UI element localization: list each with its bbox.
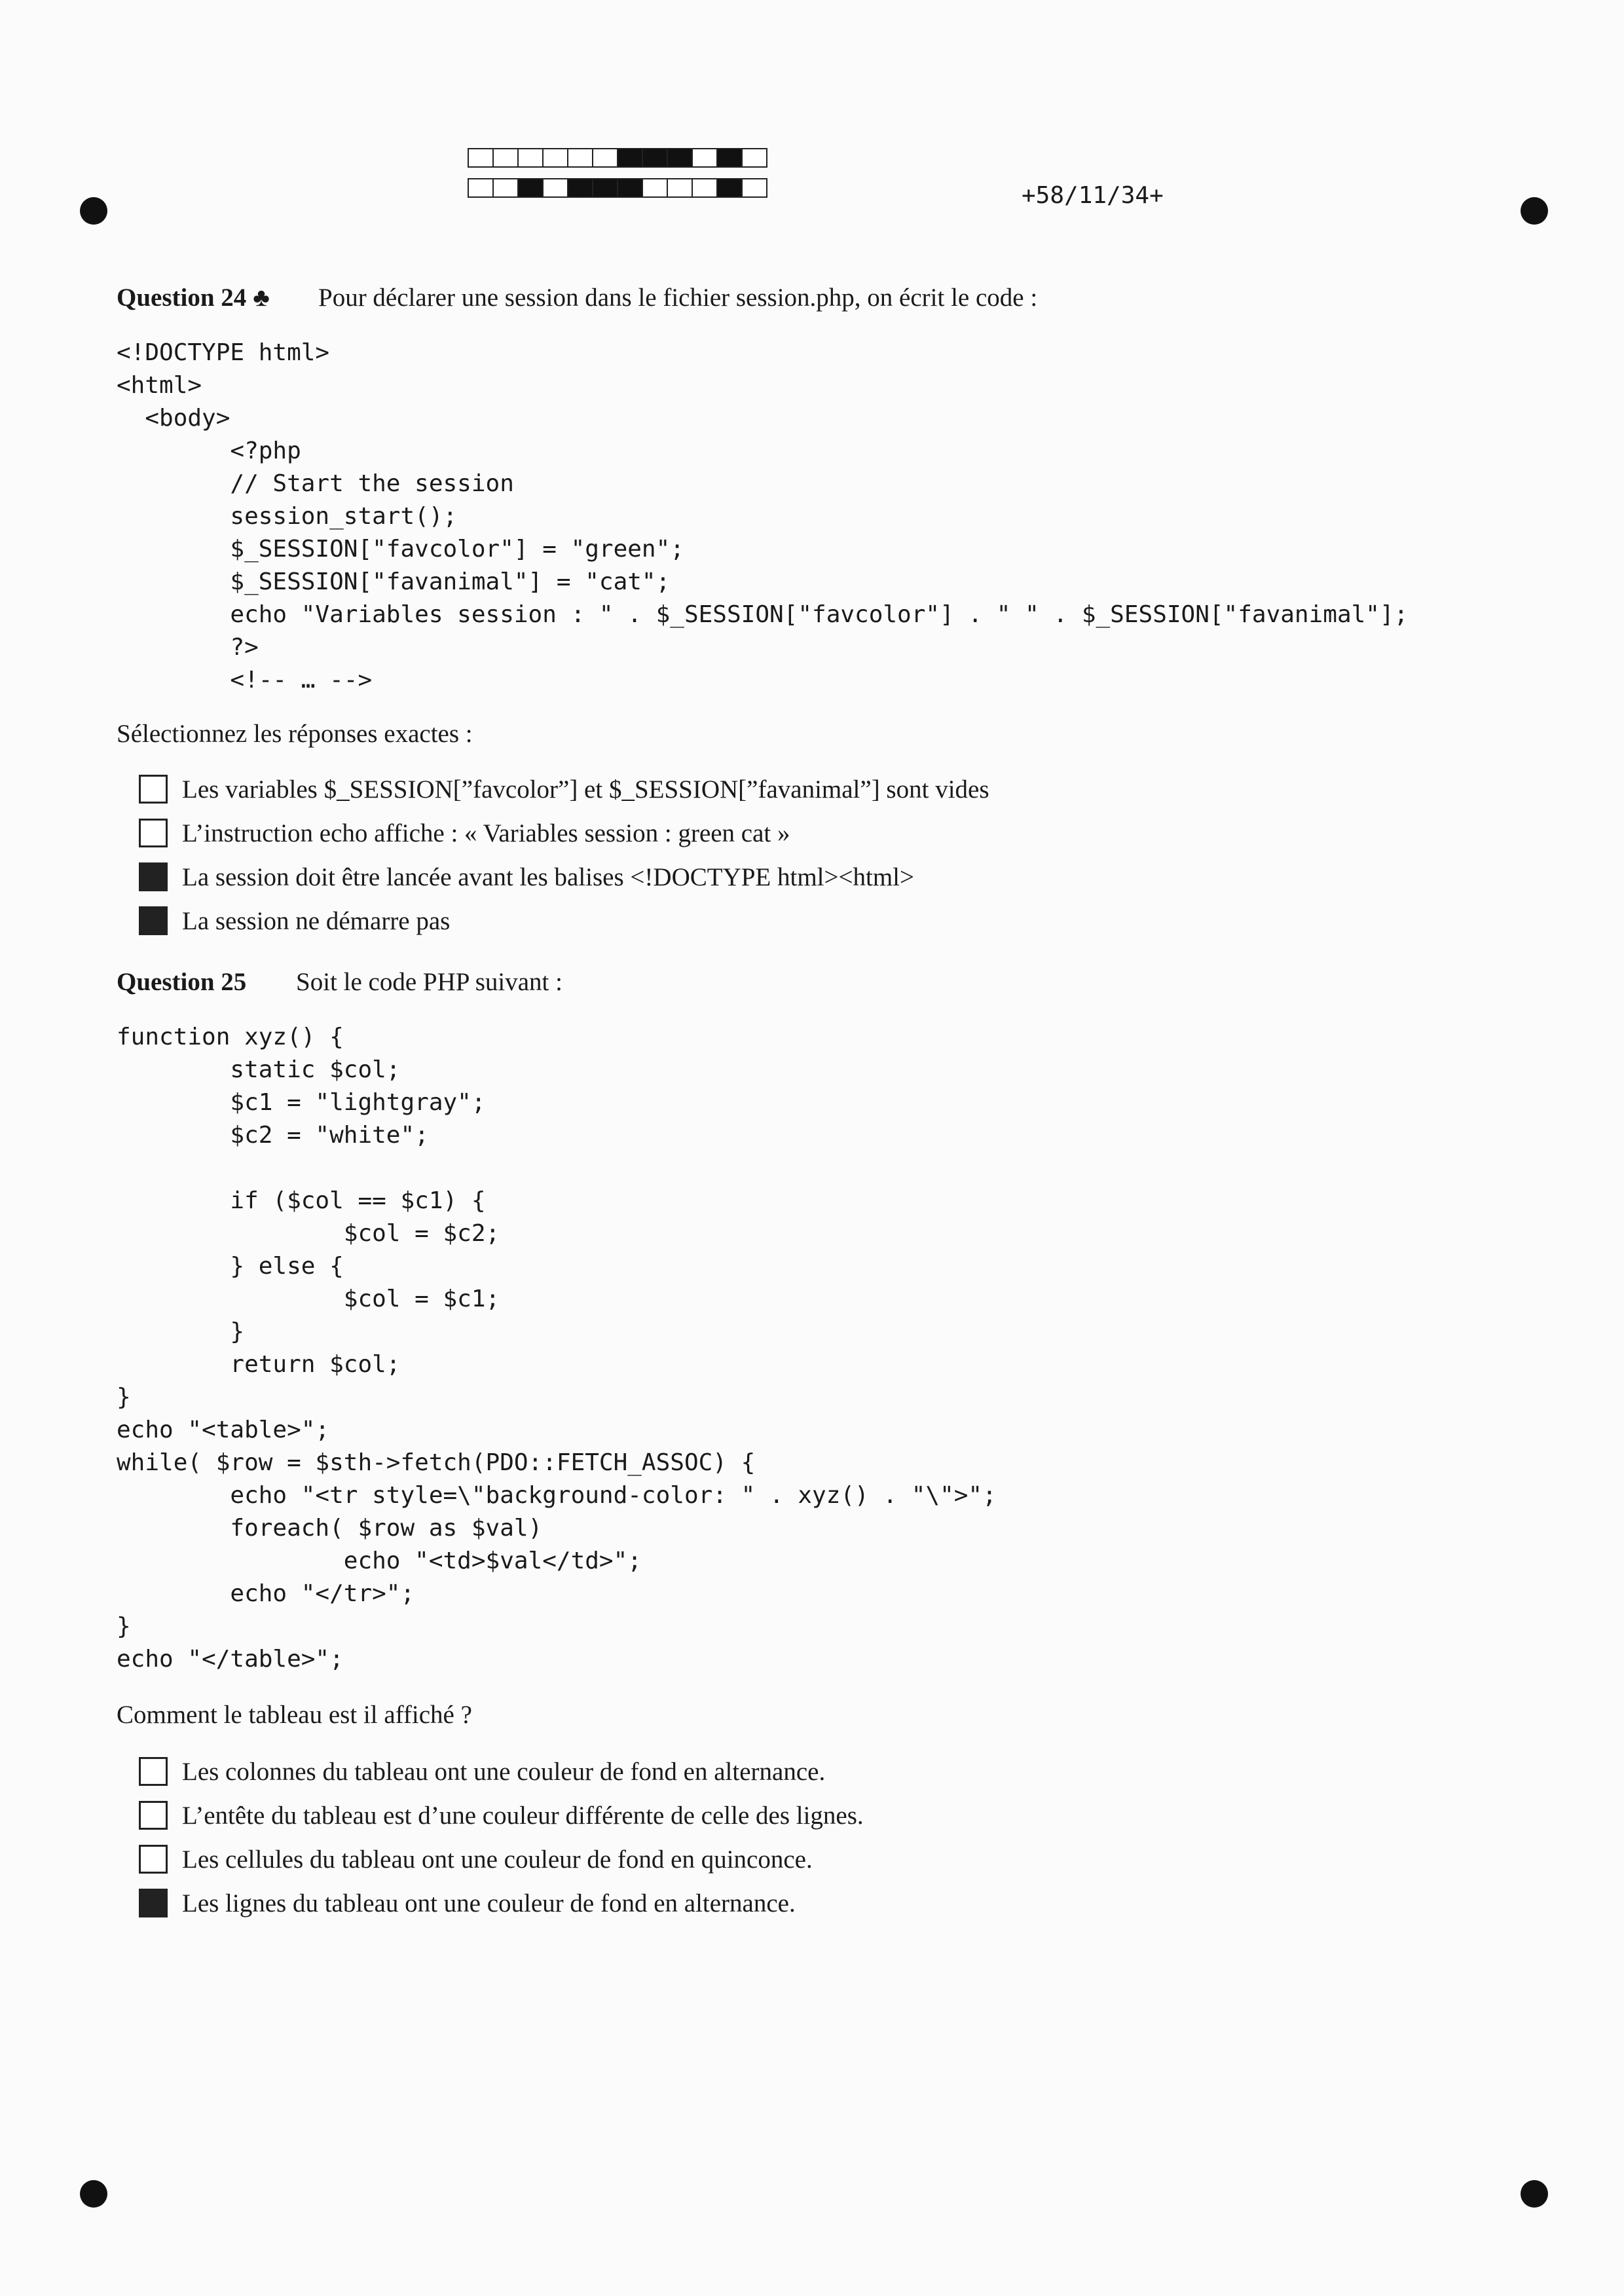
- q25-answer-3-checkbox[interactable]: [139, 1845, 168, 1874]
- q25-answer-1[interactable]: [139, 1755, 825, 1788]
- q25-answer-1-text: Les colonnes du tableau ont une couleur de fond en alternance.: [182, 1757, 826, 1786]
- club-icon: ♣: [253, 284, 270, 312]
- q25-answer-3-text: Les cellules du tableau ont une couleur de fond en quinconce.: [182, 1845, 813, 1874]
- question-24-code: <!DOCTYPE html> <html> <body> <?php // Start the session session_start(); $_SESSION["favcolor"] = "green"; $_SESSION["favanimal"] = "cat"; echo "Variables session : " . $_SESSION["favcolor"] . " " . $_SESSION["favanimal"]; ?> <!-- … -->: [117, 339, 1409, 694]
- barcode-cell: [642, 148, 668, 168]
- barcode-cell: [692, 148, 718, 168]
- q25-answer-4[interactable]: [139, 1887, 796, 1919]
- q24-answer-3-checkbox[interactable]: [139, 862, 168, 891]
- barcode-cell: [667, 178, 693, 198]
- barcode-cell: [592, 148, 618, 168]
- barcode-cell: [716, 148, 743, 168]
- q24-answer-4[interactable]: [139, 904, 450, 937]
- barcode-cell: [492, 148, 519, 168]
- barcode-cell: [468, 148, 494, 168]
- barcode-cell: [617, 148, 643, 168]
- q25-answer-4-text: Les lignes du tableau ont une couleur de fond en alternance.: [182, 1889, 796, 1917]
- question-25-code: function xyz() { static $col; $c1 = "lightgray"; $c2 = "white"; if ($col == $c1) { $col = $c2; } else { $col = $c1; } return $col; } echo "<table>"; while( $row = $sth->fetch(PDO::FETCH_ASSOC) { echo "<tr style=\"background-color: " . xyz() . "\">"; foreach( $row as $val) echo "<td>$val</td>"; echo "</tr>"; } echo "</table>";: [117, 1024, 997, 1673]
- q24-answer-4-text: La session ne démarre pas: [182, 906, 451, 935]
- question-25-prompt: Comment le tableau est il affiché ?: [117, 1701, 472, 1729]
- question-24-label: Question 24: [117, 284, 247, 312]
- question-24-header: [117, 283, 270, 312]
- barcode-cell: [741, 148, 767, 168]
- barcode-cell: [667, 148, 693, 168]
- q24-answer-2-checkbox[interactable]: [139, 819, 168, 847]
- q25-answer-2[interactable]: [139, 1799, 864, 1832]
- barcode-cell: [468, 178, 494, 198]
- question-24-prompt: Sélectionnez les réponses exactes :: [117, 720, 473, 748]
- question-24-text: Pour déclarer une session dans le fichier session.php, on écrit le code :: [318, 284, 1038, 312]
- q24-answer-1-text: Les variables $_SESSION[”favcolor”] et $_SESSION[”favanimal”] sont vides: [182, 775, 989, 804]
- q24-answer-4-checkbox[interactable]: [139, 906, 168, 935]
- q24-answer-3[interactable]: [139, 861, 914, 893]
- barcode-cell: [517, 148, 544, 168]
- registration-dot-top-right: [1521, 197, 1548, 225]
- q24-answer-1-checkbox[interactable]: [139, 775, 168, 804]
- barcode-cell: [542, 178, 568, 198]
- q25-answer-3[interactable]: [139, 1843, 813, 1876]
- barcode-cell: [617, 178, 643, 198]
- barcode-cell: [642, 178, 668, 198]
- question-25-header: [117, 967, 246, 997]
- registration-dot-bottom-right: [1521, 2180, 1548, 2208]
- question-25-text: Soit le code PHP suivant :: [296, 968, 563, 996]
- registration-dot-top-left: [80, 197, 107, 225]
- barcode-row-1: [468, 148, 766, 168]
- page-id: +58/11/34+: [1022, 182, 1164, 209]
- barcode-row-2: [468, 178, 766, 198]
- barcode-cell: [542, 148, 568, 168]
- question-25-label: Question 25: [117, 968, 247, 996]
- barcode-cell: [567, 148, 593, 168]
- barcode-cell: [567, 178, 593, 198]
- q24-answer-1[interactable]: [139, 773, 989, 805]
- barcode-cell: [592, 178, 618, 198]
- barcode-cell: [716, 178, 743, 198]
- q25-answer-1-checkbox[interactable]: [139, 1757, 168, 1786]
- q25-answer-2-text: L’entête du tableau est d’une couleur différente de celle des lignes.: [182, 1801, 864, 1830]
- barcode-cell: [517, 178, 544, 198]
- barcode-cell: [741, 178, 767, 198]
- barcode-cell: [692, 178, 718, 198]
- q25-answer-2-checkbox[interactable]: [139, 1801, 168, 1830]
- q24-answer-2[interactable]: [139, 817, 790, 849]
- barcode-cell: [492, 178, 519, 198]
- q25-answer-4-checkbox[interactable]: [139, 1889, 168, 1917]
- q24-answer-3-text: La session doit être lancée avant les balises <!DOCTYPE html><html>: [182, 862, 914, 891]
- registration-dot-bottom-left: [80, 2180, 107, 2208]
- q24-answer-2-text: L’instruction echo affiche : « Variables session : green cat »: [182, 819, 790, 847]
